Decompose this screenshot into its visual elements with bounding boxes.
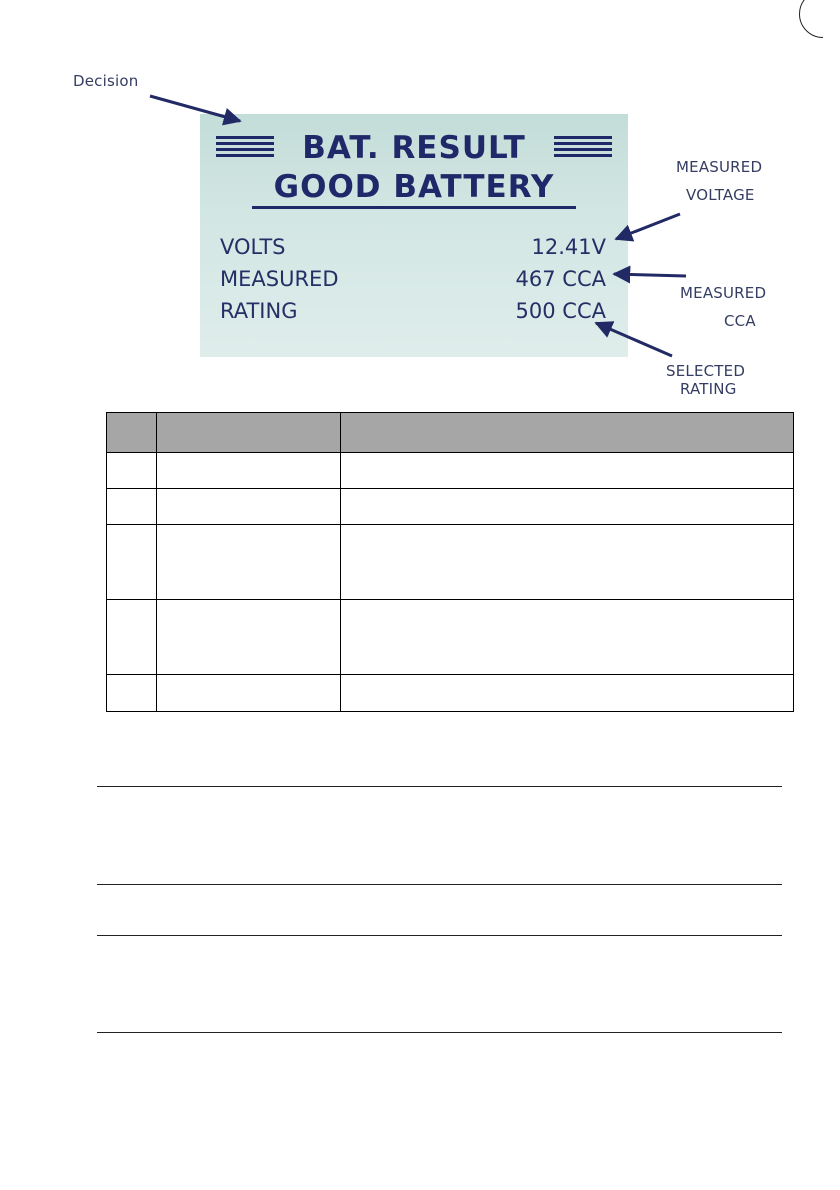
measured-cca-annotation-line2: CCA [724,312,756,330]
selected-rating-annotation-line2: RATING [680,380,737,398]
display-decision: GOOD BATTERY [252,168,576,209]
table-row [107,675,794,712]
table-cell [156,600,340,675]
decision-annotation: Decision [73,72,139,90]
table-cell [107,675,157,712]
decision-arrow [150,96,240,121]
voltage-arrow [616,214,680,239]
table-cell [107,453,157,489]
table-header-cell [156,413,340,453]
table-header-cell [340,413,793,453]
table-cell [107,489,157,525]
divider-line [97,884,782,885]
measured-voltage-annotation-line1: MEASURED [676,158,763,176]
table-cell [340,525,793,600]
table-cell [340,675,793,712]
table-cell [156,675,340,712]
table-cell [156,489,340,525]
display-row-label: RATING [220,299,298,323]
table-row [107,600,794,675]
table-cell [340,453,793,489]
cca-arrow [614,274,686,276]
display-row-label: VOLTS [220,235,286,259]
display-title: BAT. RESULT [302,130,526,166]
measured-voltage-annotation-line2: VOLTAGE [686,186,755,204]
table-cell [156,453,340,489]
divider-line [97,935,782,936]
table-row [107,453,794,489]
divider-line [97,786,782,787]
rating-arrow [596,323,672,356]
selected-rating-annotation-line1: SELECTED [666,362,746,380]
display-row-value: 12.41V [531,235,606,259]
table-cell [107,600,157,675]
table-header-cell [107,413,157,453]
table-row [107,489,794,525]
spec-table [106,412,794,712]
table-cell [340,600,793,675]
table-cell [156,525,340,600]
divider-line [97,1032,782,1033]
display-row-value: 500 CCA [515,299,606,323]
display-row-label: MEASURED [220,267,339,291]
table-row [107,525,794,600]
table-cell [107,525,157,600]
table-cell [340,489,793,525]
table-header-row [107,413,794,453]
measured-cca-annotation-line1: MEASURED [680,284,767,302]
display-row-value: 467 CCA [515,267,606,291]
annotation-arrows [0,0,840,420]
